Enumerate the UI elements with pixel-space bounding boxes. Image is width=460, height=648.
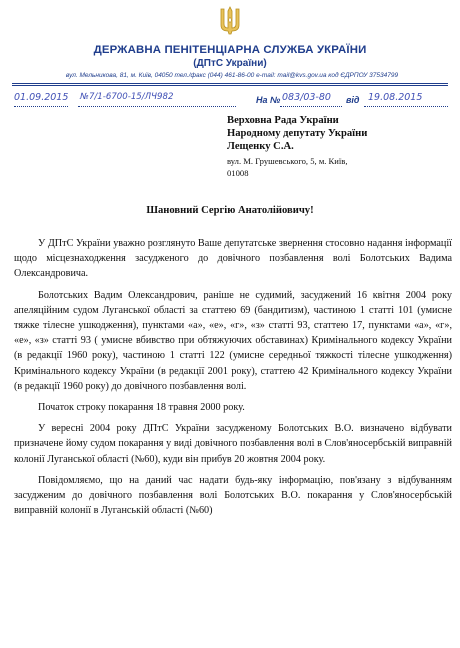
body-paragraph: Болотських Вадим Олександрович, раніше не судимий, засуджений 16 квітня 2004 року апеляційним судом Луганської області за статтею 69 (бандитизм), частиною 1 статті 101 (умисне тяжке тілесне ушкодження), пунктами «а», «е», «г», «з» статті 93, статтею 17, пунктами «а», «г», «е», «з» статті 93 ( умисне вбивство при обтяжуючих обставинах) Кримінального кодексу України (в редакції 1960 року), частиною 1 статті 122 (умисне середньої тяжкості тілесне ушкодження) Кримінального кодексу України (в редакції 2001 року), статтею 42 Кримінального кодексу України (в редакції 1960 року) до довічного позбавлення волі. bbox=[14, 289, 452, 392]
outgoing-number: №7/1-6700-15/ЛЧ982 bbox=[80, 92, 174, 102]
body-paragraph: У вересні 2004 року ДПтС України засудженому Болотських В.О. визначено відбувати призначене йому судом покарання у виді довічного позбавлення волі в Слов'яносербській виправній колонії Луганської області (№60), куди він прибув 20 жовтня 2004 року. bbox=[14, 423, 452, 465]
reference-number: 083/03-80 bbox=[282, 92, 331, 103]
body-paragraph: У ДПтС України уважно розглянуто Ваше депутатське звернення стосовно надання інформації щодо місцезнаходження засудженого до довічного позбавлення волі Болотських Вадима Олександровича. bbox=[14, 238, 452, 280]
salutation: Шановний Сергію Анатолійовичу! bbox=[146, 205, 314, 216]
reference-date-fill-line bbox=[364, 106, 448, 107]
recipient-address: вул. М. Грушевського, 5, м. Київ, bbox=[227, 156, 348, 166]
recipient-block bbox=[227, 114, 452, 179]
reference-date-label: від bbox=[346, 95, 360, 105]
recipient-title: Народному депутату України bbox=[227, 128, 368, 139]
reference-number-label: На № bbox=[256, 95, 281, 105]
letter-body bbox=[14, 236, 452, 524]
recipient-postcode: 01008 bbox=[227, 168, 249, 178]
trident-emblem-icon bbox=[219, 6, 241, 36]
organization-name: ДЕРЖАВНА ПЕНІТЕНЦІАРНА СЛУЖБА УКРАЇНИ bbox=[93, 44, 367, 56]
recipient-organization: Верховна Рада України bbox=[227, 115, 339, 126]
body-paragraph: Початок строку покарання 18 травня 2000 року. bbox=[38, 402, 245, 414]
reference-fill-line bbox=[280, 106, 342, 107]
number-fill-line bbox=[78, 106, 236, 107]
reference-date: 19.08.2015 bbox=[368, 92, 423, 103]
header-divider bbox=[12, 83, 448, 84]
date-fill-line bbox=[14, 106, 68, 107]
organization-address: вул. Мельникова, 81, м. Київ, 04050 тел./факс (044) 461-86-00 e-mail: mail@kvs.gov.ua код ЄДРПОУ 37534799 bbox=[65, 72, 399, 79]
outgoing-date: 01.09.2015 bbox=[14, 92, 69, 103]
header-divider-thin bbox=[12, 85, 448, 86]
organization-short-name: (ДПтС України) bbox=[193, 58, 267, 69]
body-paragraph: Повідомляємо, що на даний час надати будь-яку інформацію, пов'язану з відбуванням засудженим до довічного позбавлення волі Болотських В.О. покарання у Слов'яносербській виправній колонії в Луганській області (№60) bbox=[14, 474, 452, 517]
recipient-name: Лещенку С.А. bbox=[227, 141, 294, 152]
